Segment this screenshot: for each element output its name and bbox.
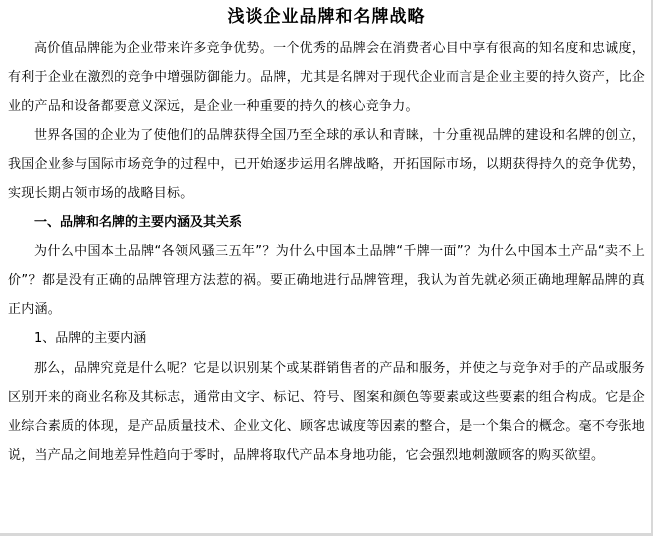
- intro-paragraph-1: 高价值品牌能为企业带来许多竞争优势。一个优秀的品牌会在消费者心目中享有很高的知名度和忠诚度，有利于企业在激烈的竞争中增强防御能力。品牌，尤其是名牌对于现代企业而言是企业主要的持久资产，比企业的产品和设备都要意义深远，是企业一种重要的持久的核心竞争力。: [8, 41, 645, 114]
- section-heading: 一、品牌和名牌的主要内涵及其关系: [34, 215, 243, 230]
- subsection-paragraph: 那么，品牌究竟是什么呢？它是以识别某个或某群销售者的产品和服务，并使之与竞争对手的产品或服务区别开来的商业名称及其标志，通常由文字、标记、符号、图案和颜色等要素或这些要素的组合构成。它是企业综合素质的体现，是产品质量技术、企业文化、顾客忠诚度等因素的整合，是一个集合的概念。毫不夸张地说，当产品之间地差异性趋向于零时，品牌将取代产品本身地功能，它会强烈地刺激顾客的购买欲望。: [8, 361, 645, 463]
- subsection-heading: 1、品牌的主要内涵: [34, 331, 147, 346]
- section-paragraph: 为什么中国本土品牌“各领风骚三五年”？为什么中国本土品牌“千牌一面”？为什么中国本土产品“卖不上价”？都是没有正确的品牌管理方法惹的祸。要正确地进行品牌管理，我认为首先就必须正确地理解品牌的真正内涵。: [8, 244, 645, 317]
- intro-paragraph-2: 世界各国的企业为了使他们的品牌获得全国乃至全球的承认和青睐，十分重视品牌的建设和名牌的创立，我国企业参与国际市场竞争的过程中，已开始逐步运用名牌战略，开拓国际市场，以期获得持久的竞争优势，实现长期占领市场的战略目标。: [8, 128, 645, 201]
- document-title: 浅谈企业品牌和名牌战略: [227, 7, 426, 27]
